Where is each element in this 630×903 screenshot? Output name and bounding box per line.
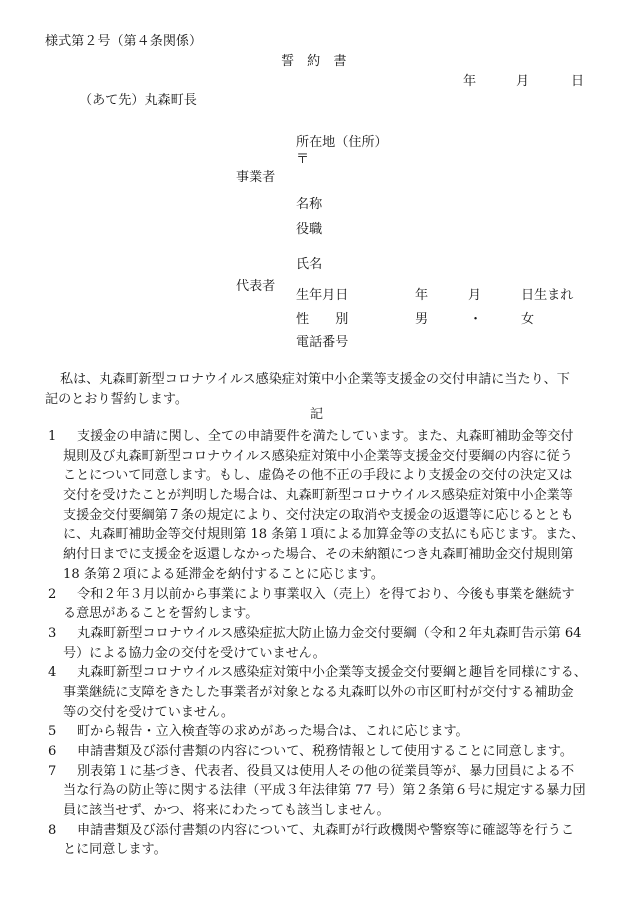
document-title: 誓 約 書 [281,54,347,69]
addressee: （あて先）丸森町長 [79,93,197,108]
item-number: 8 [48,822,57,838]
item-number: 5 [48,724,57,740]
pledge-item-3 [45,624,587,663]
item-number: 3 [48,625,57,641]
date-day-label: 日 [571,74,585,89]
item-number: 1 [48,429,57,444]
pledge-item-1 [45,427,587,585]
gender-label: 性 別 [296,312,349,327]
item-text: 令和２年３月以前から事業により事業収入（売上）を得ており、今後も事業を継続す [77,586,575,602]
address-label: 所在地（住所） [296,135,388,150]
item-line [45,624,587,644]
date-month-label: 月 [516,74,530,89]
pledge-item-7 [45,762,587,821]
item-line: に、丸森町補助金等交付規則第 18 条第１項による加算金等の支払にも応じます。また、 [63,527,585,543]
item-text: 丸森町新型コロナウイルス感染症拡大防止協力金交付要綱（令和２年丸森町告示第 64 [77,625,582,641]
pledge-item-2 [45,585,587,624]
pledge-item-4 [45,663,587,722]
item-text: 丸森町新型コロナウイルス感染症対策中小企業等支援金交付要綱と趣旨を同様にする、 [77,665,587,681]
intro-line: 私は、丸森町新型コロナウイルス感染症対策中小企業等支援金の交付申請に当たり、下 [60,372,570,387]
item-line: 交付を受けたことが判明した場合は、丸森町新型コロナウイルス感染症対策中小企業等 [63,488,573,504]
birth-date-label: 生年月日 [296,288,349,303]
item-line: 納付日までに支援金を返還しなかった場合、その未納額につき丸森町補助金交付規則第 [63,547,574,563]
gender-male-option: 男 [415,312,429,327]
postal-mark: 〒 [296,152,310,167]
item-line [45,427,587,447]
pledge-item-8 [45,821,587,860]
pledge-item-5 [45,722,587,742]
gender-separator: ・ [469,312,483,327]
item-line: 事業継続に支障をきたした事業者が対象となる丸森町以外の市区町村が交付する補助金 [63,684,574,700]
gender-female-option: 女 [521,312,535,327]
item-text: 支援金の申請に関し、全ての申請要件を満たしています。また、丸森町補助金等交付 [77,429,574,444]
representative-label: 代表者 [236,279,276,294]
ki-heading: 記 [310,407,324,422]
item-line [45,585,587,605]
item-line: る意思があることを誓約します。 [63,606,259,622]
business-label: 事業者 [236,170,276,185]
item-text: 町から報告・立入検査等の求めがあった場合は、これに応じます。 [77,724,469,740]
person-name-label: 氏名 [296,257,323,272]
company-name-label: 名称 [296,197,323,212]
pledge-items [45,427,587,860]
birth-day-label: 日生まれ [521,288,574,303]
item-line: とに同意します。 [63,842,167,858]
intro-paragraph [45,370,570,410]
birth-year-label: 年 [415,288,429,303]
position-label: 役職 [296,222,323,237]
item-number: 6 [48,744,57,759]
item-line: 員に該当せず、かつ、将来にわたっても該当しません。 [63,803,390,819]
item-number: 2 [48,586,57,602]
birth-month-label: 月 [468,288,482,303]
form-number: 様式第２号（第４条関係） [45,34,203,49]
item-line: 号）による協力金の交付を受けていません。 [63,645,326,661]
item-line: 当な行為の防止等に関する法律（平成３年法律第 77 号）第２条第６号に規定する暴力団 [63,783,586,799]
item-line [45,722,587,742]
date-year-label: 年 [463,74,477,89]
item-line: 規則及び丸森町新型コロナウイルス感染症対策中小企業等支援金交付要綱の内容に従う [63,448,573,464]
item-line [45,821,587,841]
item-number: 7 [48,763,57,779]
item-line [45,663,587,683]
pledge-item-6 [45,742,587,762]
intro-line: 記のとおり誓約します。 [45,392,188,407]
item-line: 18 条第２項による延滞金を納付することに応じます。 [63,566,384,582]
item-number: 4 [48,665,57,681]
item-line [45,762,587,782]
item-line: 等の交付を受けていません。 [63,704,235,720]
phone-label: 電話番号 [296,335,349,350]
item-text: 申請書類及び添付書類の内容について、税務情報として使用することに同意します。 [77,744,573,759]
item-line: 支援金交付要綱第７条の規定により、交付決定の取消や支援金の返還等に応じるととも [63,507,574,523]
item-line: ことについて同意します。もし、虚偽その他不正の手段により支援金の交付の決定又は [63,468,573,484]
item-text: 別表第１に基づき、代表者、役員又は使用人その他の従業員等が、暴力団員による不 [77,763,575,779]
item-text: 申請書類及び添付書類の内容について、丸森町が行政機関や警察等に確認等を行うこ [77,822,575,838]
item-line [45,742,587,762]
